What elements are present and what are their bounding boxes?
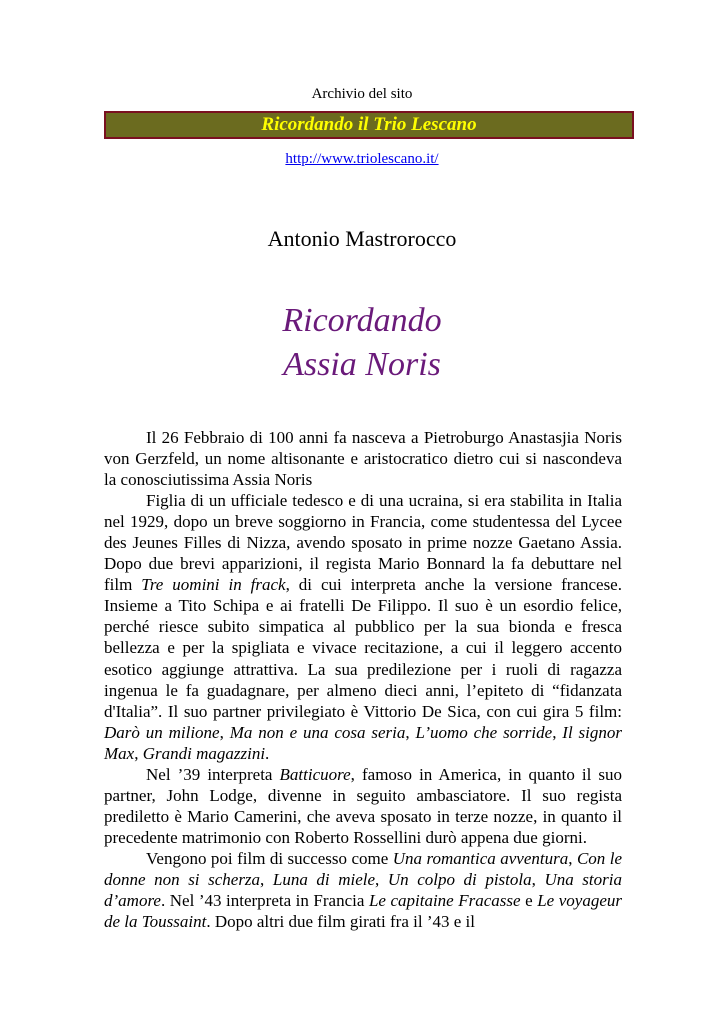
title-line-2: Assia Noris bbox=[283, 346, 441, 383]
italic-title-run: Una romantica avventura bbox=[392, 848, 569, 868]
text-run: , bbox=[568, 848, 577, 868]
text-run: , bbox=[134, 743, 143, 763]
body-paragraph bbox=[104, 490, 622, 764]
italic-title-run: Una storia d’amore bbox=[104, 869, 622, 911]
italic-title-run: Un colpo di pistola bbox=[387, 869, 532, 889]
text-run: e bbox=[520, 891, 538, 911]
text-run: . Nel ’43 interpreta in Francia bbox=[160, 891, 369, 911]
body-paragraph bbox=[104, 764, 622, 848]
text-run: Nel ’39 interpreta bbox=[146, 764, 280, 784]
article-body bbox=[104, 427, 622, 932]
text-run: . bbox=[265, 743, 270, 763]
text-run: , bbox=[552, 722, 563, 742]
italic-title-run: L’uomo che sorride bbox=[415, 722, 553, 742]
text-run: , bbox=[405, 722, 416, 742]
italic-title-run: Grandi magazzini bbox=[142, 743, 266, 763]
italic-title-run: Le voyageur de la Toussaint bbox=[104, 891, 622, 932]
article-title bbox=[0, 299, 724, 387]
text-run: , bbox=[260, 869, 273, 889]
text-run: , di cui interpreta anche la versione francese. Insieme a Tito Schipa e ai fratelli De Filippo. Il suo è un esordio felice, perché riesce subito simpatica al pubblico per la sua bionda e fresca bellezza e per la spigliata e vivace recitazione, a cui il leggero accento esotico aggiunge attrattiva. La sua predilezione per i ruoli di ragazza ingenua le fa guadagnare, per almeno dieci anni, l’epiteto di “fidanzata d'Italia”. Il suo partner privilegiato è Vittorio De Sica, con cui gira 5 film: bbox=[104, 575, 622, 721]
text-run: , bbox=[219, 722, 230, 742]
text-run: Vengono poi film di successo come bbox=[146, 848, 393, 868]
italic-title-run: Tre uomini in frack bbox=[141, 575, 286, 595]
text-run: . Dopo altri due film girati fra il ’43 e il bbox=[206, 912, 475, 932]
body-paragraph bbox=[104, 848, 622, 932]
archive-label: Archivio del sito bbox=[311, 86, 413, 102]
text-run: , bbox=[375, 869, 388, 889]
title-line-1: Ricordando bbox=[282, 302, 442, 339]
italic-title-run: Luna di miele bbox=[272, 869, 376, 889]
site-url-line bbox=[0, 151, 724, 168]
italic-title-run: Batticuore bbox=[279, 764, 351, 784]
text-run: Il 26 Febbraio di 100 anni fa nasceva a Pietroburgo Anastasjia Noris von Gerzfeld, un nome altisonante e aristocratico dietro cui si nascondeva la conosciutissima Assia Noris bbox=[104, 428, 622, 490]
author-name: Antonio Mastrorocco bbox=[267, 226, 457, 251]
text-run: , famoso in America, in quanto il suo partner, John Lodge, divenne in seguito ambasciatore. Il suo regista prediletto è Mario Camerini, che aveva sposato in terze nozze, in quanto il precedente matrimonio con Roberto Rossellini durò appena due giorni. bbox=[104, 764, 623, 847]
italic-title-run: Il signor Max bbox=[104, 722, 622, 763]
site-name-banner: Ricordando il Trio Lescano bbox=[104, 111, 634, 139]
italic-title-run: Darò un milione bbox=[104, 722, 220, 742]
text-run: Figlia di un ufficiale tedesco e di una ucraina, si era stabilita in Italia nel 1929, dopo un breve soggiorno in Francia, come studentessa del Lycee des Jeunes Filles di Nizza, avendo sposato in prime nozze Gaetano Assia. Dopo due brevi apparizioni, il regista Mario Bonnard la fa debuttare nel film bbox=[104, 491, 622, 595]
site-url-link[interactable]: http://www.triolescano.it/ bbox=[285, 151, 439, 167]
body-paragraph bbox=[104, 427, 622, 490]
text-run: , bbox=[531, 869, 545, 889]
italic-title-run: Con le donne non si scherza bbox=[104, 848, 623, 889]
italic-title-run: Le capitaine Fracasse bbox=[368, 891, 521, 911]
italic-title-run: Ma non e una cosa seria bbox=[229, 722, 406, 742]
